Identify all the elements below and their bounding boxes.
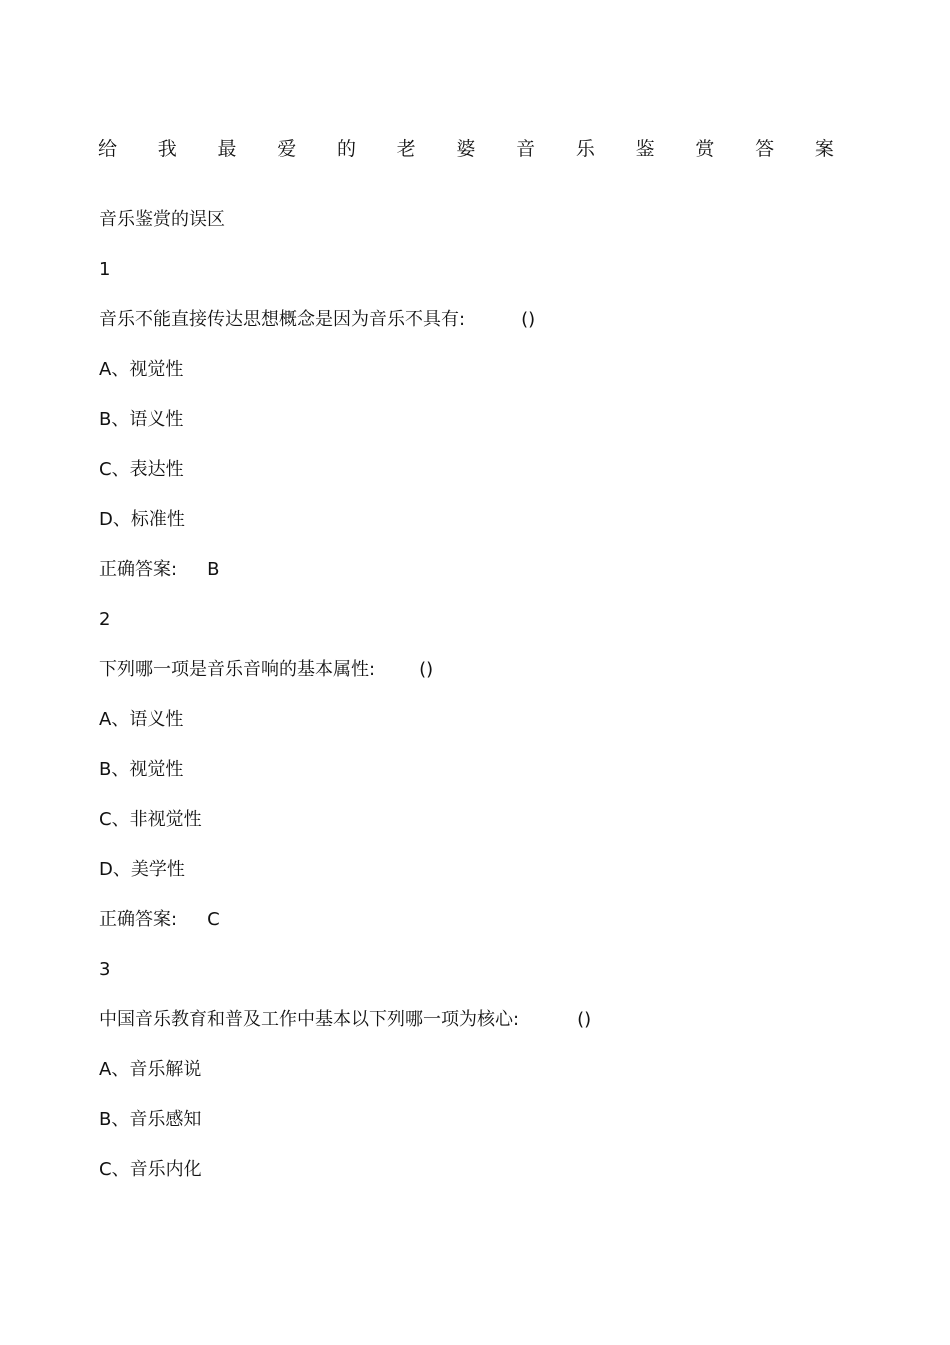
title-char: 赏 — [695, 138, 715, 160]
option-a: A、视觉性 — [99, 359, 184, 380]
section-title: 音乐鉴赏的误区 — [99, 209, 225, 230]
question-text — [99, 307, 859, 333]
question-prompt: 音乐不能直接传达思想概念是因为音乐不具有: — [99, 309, 466, 330]
option-c: C、音乐内化 — [99, 1159, 202, 1180]
title-char: 最 — [217, 138, 237, 160]
option-a: A、语义性 — [99, 709, 184, 730]
option-b: B、音乐感知 — [99, 1109, 202, 1130]
document-title — [98, 136, 834, 162]
option-c: C、非视觉性 — [99, 809, 202, 830]
correct-answer — [99, 557, 859, 583]
title-char: 我 — [157, 138, 177, 160]
option-d: D、美学性 — [99, 859, 185, 880]
title-char: 鉴 — [635, 138, 655, 160]
question-text — [99, 1007, 859, 1033]
answer-value: B — [207, 559, 220, 580]
title-char: 给 — [98, 138, 118, 160]
question-prompt: 中国音乐教育和普及工作中基本以下列哪一项为核心: — [99, 1009, 520, 1030]
answer-label: 正确答案: — [99, 909, 178, 930]
question-number: 3 — [99, 959, 111, 980]
question-prompt: 下列哪一项是音乐音响的基本属性: — [99, 659, 376, 680]
answer-blank: () — [577, 1009, 592, 1030]
option-b: B、语义性 — [99, 409, 184, 430]
option-b: B、视觉性 — [99, 759, 184, 780]
question-text — [99, 657, 859, 683]
title-char: 爱 — [277, 138, 297, 160]
answer-blank: () — [419, 659, 434, 680]
answer-label: 正确答案: — [99, 559, 178, 580]
document-body — [99, 207, 859, 1207]
title-char: 答 — [755, 138, 775, 160]
title-char: 乐 — [575, 138, 595, 160]
answer-value: C — [207, 909, 220, 930]
answer-blank: () — [521, 309, 536, 330]
title-char: 老 — [396, 138, 416, 160]
title-char: 案 — [814, 138, 834, 160]
correct-answer — [99, 907, 859, 933]
question-number: 2 — [99, 609, 111, 630]
option-d: D、标准性 — [99, 509, 185, 530]
title-char: 的 — [336, 138, 356, 160]
title-char: 音 — [516, 138, 536, 160]
option-a: A、音乐解说 — [99, 1059, 202, 1080]
option-c: C、表达性 — [99, 459, 184, 480]
title-char: 婆 — [456, 138, 476, 160]
question-number: 1 — [99, 259, 111, 280]
